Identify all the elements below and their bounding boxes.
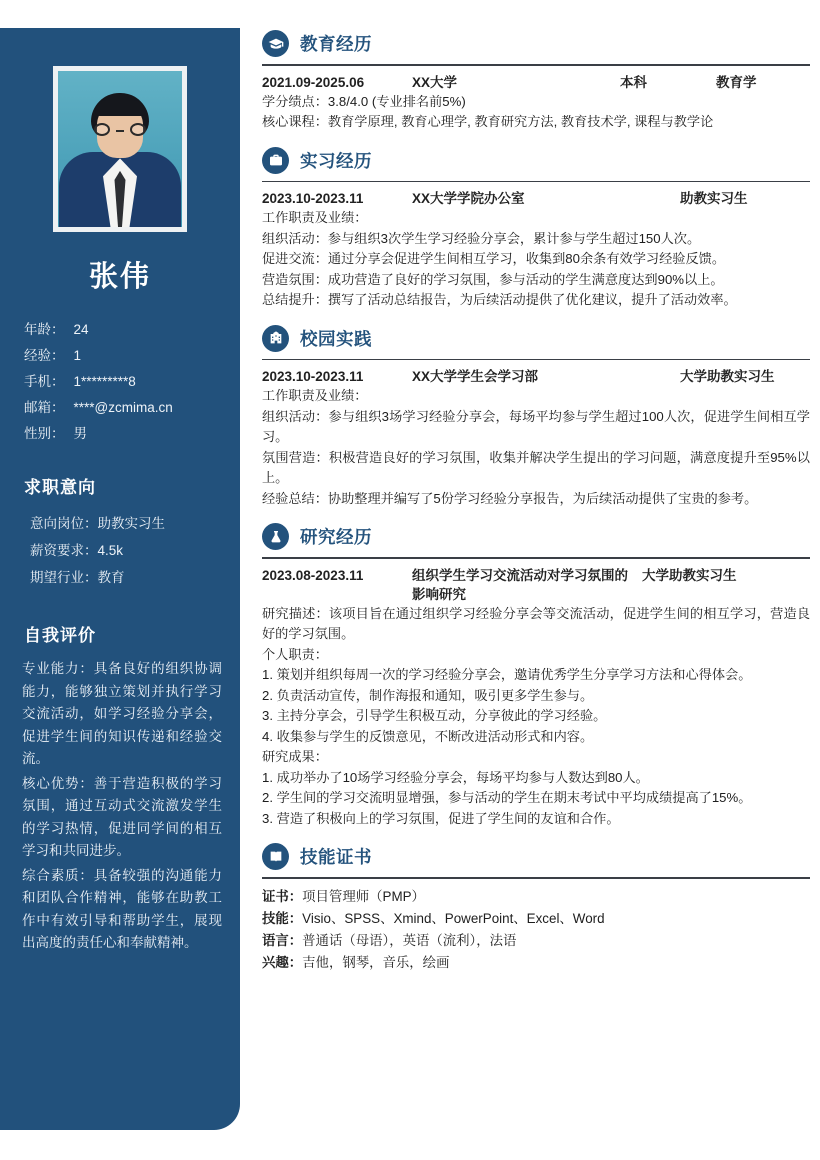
info-row-email (24, 395, 222, 421)
main-content (262, 30, 810, 988)
section-header-campus (262, 325, 810, 359)
skills-value-interests: 吉他，钢琴，音乐，绘画 (302, 954, 450, 970)
candidate-name: 张伟 (88, 261, 151, 293)
section-title-campus: 校园实践 (300, 328, 372, 349)
campus-org: XX大学学生会学习部 (412, 369, 539, 385)
section-internship (262, 147, 810, 311)
briefcase-icon (262, 147, 289, 174)
info-value-phone: 1*********8 (73, 374, 136, 389)
flask-icon (262, 523, 289, 550)
campus-line-1: 组织活动：参与组织3场学习经验分享会，每场平均参与学生超过100人次，促进学生间相互学习。 (262, 408, 810, 445)
internship-line-0: 工作职责及业绩： (262, 210, 368, 226)
campus-date: 2023.10-2023.11 (262, 369, 364, 385)
skills-value-languages: 普通话（母语），英语（流利），法语 (302, 932, 517, 948)
info-value-age: 24 (73, 322, 89, 337)
section-campus-practice (262, 325, 810, 510)
job-intention-heading: 求职意向 (24, 478, 96, 497)
personal-info-list (18, 317, 222, 447)
research-role: 大学助教实习生 (642, 567, 737, 583)
skills-label-languages: 语言： (262, 932, 303, 948)
info-value-email: ****@zcmima.cn (73, 400, 173, 415)
info-row-phone (24, 369, 222, 395)
intent-row-salary: 薪资要求：4.5k (30, 543, 124, 558)
info-row-gender (24, 421, 222, 447)
campus-line-3: 经验总结：协助整理并编写了5份学习经验分享报告，为后续活动提供了宝贵的参考。 (262, 490, 758, 506)
intent-row-position: 意向岗位：助教实习生 (30, 516, 165, 531)
internship-entry (262, 182, 810, 311)
info-label-age: 年龄： (24, 322, 65, 337)
job-intention-list (18, 510, 222, 591)
skills-value-skills: Visio、SPSS、Xmind、PowerPoint、Excel、Word (302, 910, 605, 926)
avatar (53, 66, 187, 232)
skills-row-skills (262, 908, 810, 930)
research-line-6: 研究成果： (262, 749, 328, 765)
skills-row-interests (262, 952, 810, 974)
skills-label-skills: 技能： (262, 910, 303, 926)
research-date: 2023.08-2023.11 (262, 567, 364, 583)
section-header-research (262, 523, 810, 557)
education-entry-header (262, 73, 810, 92)
skills-value-certificate: 项目管理师（PMP） (302, 888, 425, 904)
campus-line-2: 氛围营造：积极营造良好的学习氛围，收集并解决学生提出的学习问题，满意度提升至95%以上。 (262, 449, 810, 486)
campus-entry-header (262, 367, 810, 386)
section-header-skills (262, 843, 810, 877)
portrait-photo (58, 71, 182, 227)
section-header-internship (262, 147, 810, 181)
skills-row-languages (262, 930, 810, 952)
section-research (262, 523, 810, 829)
glasses-bridge-icon (116, 130, 124, 132)
education-date: 2021.09-2025.06 (262, 74, 365, 90)
info-row-experience (24, 343, 222, 369)
research-line-4: 3. 主持分享会，引导学生积极互动，分享彼此的学习经验。 (262, 708, 607, 724)
campus-entry (262, 360, 810, 509)
campus-line-0: 工作职责及业绩： (262, 388, 368, 404)
portrait-fringe (95, 100, 145, 116)
skills-label-certificate: 证书： (262, 888, 303, 904)
campus-role: 大学助教实习生 (680, 369, 775, 385)
self-evaluation-heading: 自我评价 (24, 626, 96, 645)
graduation-cap-icon (262, 30, 289, 57)
open-book-icon (262, 843, 289, 870)
internship-line-2: 促进交流：通过分享会促进学生间相互学习，收集到80余条有效学习经验反馈。 (262, 251, 726, 267)
research-line-1: 个人职责： (262, 646, 328, 662)
info-value-experience: 1 (73, 348, 82, 363)
education-entry (262, 66, 810, 133)
sidebar (0, 28, 240, 1130)
info-row-age (24, 317, 222, 343)
internship-role: 助教实习生 (680, 191, 748, 207)
internship-line-3: 营造氛围：成功营造了良好的学习氛围，参与活动的学生满意度达到90%以上。 (262, 271, 724, 287)
intent-row-industry: 期望行业：教育 (30, 570, 125, 585)
education-courses-line: 核心课程：教育学原理, 教育心理学, 教育研究方法, 教育技术学, 课程与教学论 (262, 114, 714, 130)
section-title-education: 教育经历 (300, 34, 372, 54)
info-value-gender: 男 (73, 426, 87, 441)
research-line-2: 1. 策划并组织每周一次的学习经验分享会，邀请优秀学生分享学习方法和心得体会。 (262, 667, 752, 683)
research-line-5: 4. 收集参与学生的反馈意见，不断改进活动形式和内容。 (262, 728, 594, 744)
research-line-3: 2. 负责活动宣传，制作海报和通知，吸引更多学生参与。 (262, 687, 594, 703)
research-line-9: 3. 营造了积极向上的学习氛围，促进了学生间的友谊和合作。 (262, 810, 620, 826)
self-evaluation-body (18, 658, 222, 955)
research-entry (262, 559, 810, 830)
internship-line-4: 总结提升：撰写了活动总结报告，为后续活动提供了优化建议，提升了活动效率。 (262, 292, 737, 308)
section-title-research: 研究经历 (300, 527, 372, 548)
info-label-phone: 手机： (24, 374, 65, 389)
info-label-email: 邮箱： (24, 400, 65, 415)
campus-building-icon (262, 325, 289, 352)
skills-body (262, 879, 810, 974)
education-gpa-line: 学分绩点：3.8/4.0 (专业排名前5%) (262, 93, 466, 109)
education-degree: 本科 (620, 74, 647, 90)
education-major: 教育学 (716, 74, 757, 90)
education-school: XX大学 (412, 74, 458, 90)
skills-label-interests: 兴趣： (262, 954, 303, 970)
section-header-education (262, 30, 810, 64)
glasses-right-icon (130, 123, 146, 136)
section-education (262, 30, 810, 133)
internship-line-1: 组织活动：参与组织3次学生学习经验分享会，累计参与学生超过150人次。 (262, 230, 701, 246)
research-line-8: 2. 学生间的学习交流明显增强，参与活动的学生在期末考试中平均成绩提高了15%。 (262, 790, 752, 806)
internship-org: XX大学学院办公室 (412, 191, 525, 207)
info-label-experience: 经验： (24, 348, 65, 363)
section-skills (262, 843, 810, 974)
research-line-0: 研究描述：该项目旨在通过组织学习经验分享会等交流活动，促进学生间的相互学习，营造良好的学习氛围。 (262, 605, 810, 642)
research-entry-header (262, 566, 810, 604)
internship-entry-header (262, 189, 810, 208)
internship-date: 2023.10-2023.11 (262, 191, 364, 207)
skills-row-certificate (262, 886, 810, 908)
eval-paragraph-strength: 核心优势：善于营造积极的学习氛围，通过互动式交流激发学生的学习热情，促进同学间的相互学习和共同进步。 (22, 775, 222, 858)
eval-paragraph-professional: 专业能力：具备良好的组织协调能力，能够独立策划并执行学习交流活动，如学习经验分享会，促进学生间的知识传递和经验交流。 (22, 661, 222, 766)
eval-paragraph-quality: 综合素质：具备较强的沟通能力和团队合作精神，能够在助教工作中有效引导和帮助学生，展现出高度的责任心和奉献精神。 (22, 867, 222, 950)
info-label-gender: 性别： (24, 426, 65, 441)
research-project: 组织学生学习交流活动对学习氛围的影响研究 (412, 567, 628, 602)
research-line-7: 1. 成功举办了10场学习经验分享会，每场平均参与人数达到80人。 (262, 769, 649, 785)
section-title-skills: 技能证书 (300, 847, 372, 868)
section-title-internship: 实习经历 (300, 150, 372, 171)
